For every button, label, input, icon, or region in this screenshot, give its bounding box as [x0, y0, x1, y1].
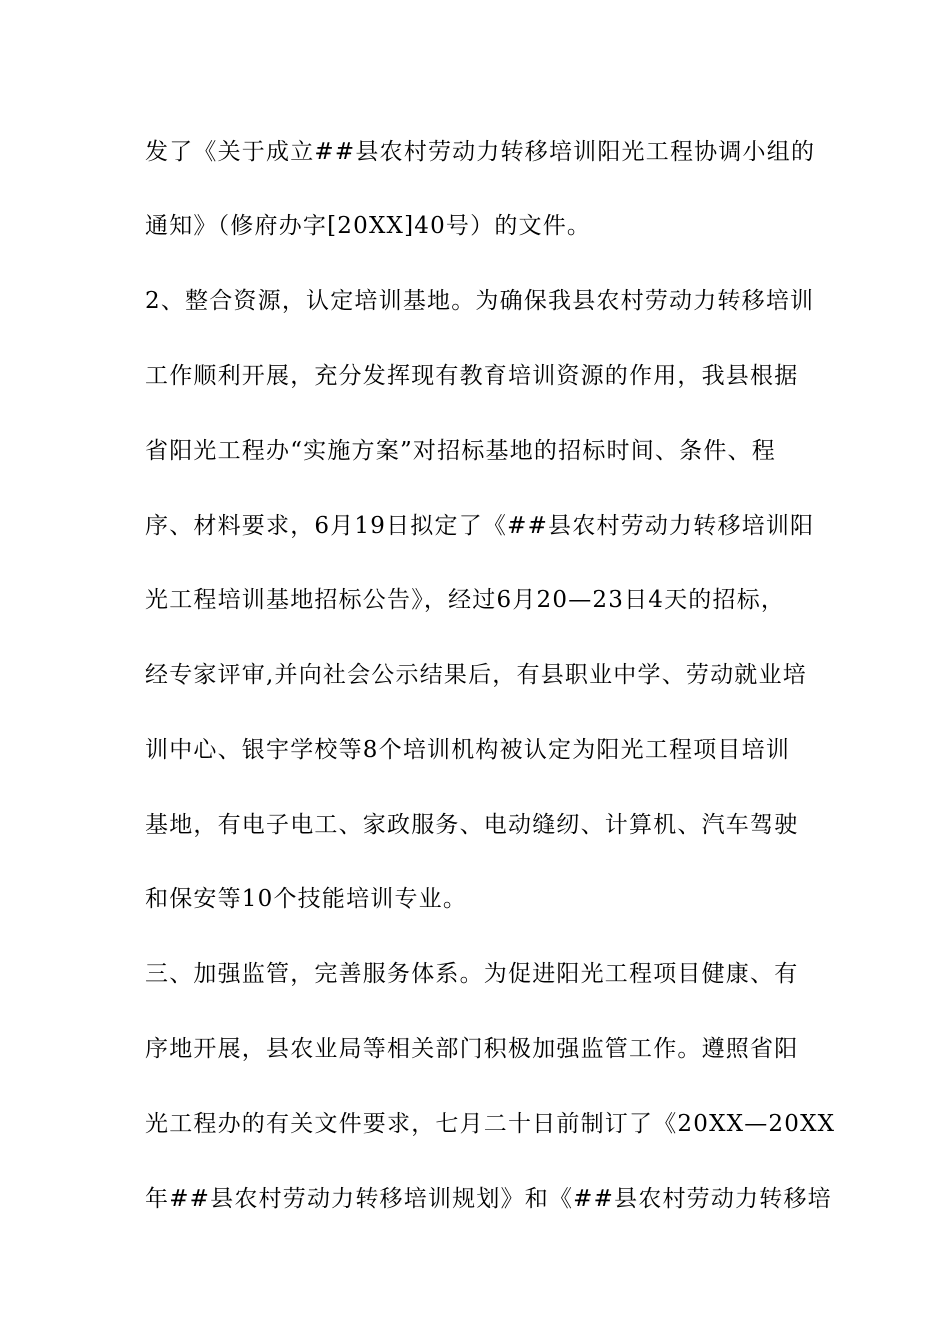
text-line: 三、加强监管，完善服务体系。为促进阳光工程项目健康、有	[145, 961, 799, 987]
text-line: 工作顺利开展，充分发挥现有教育培训资源的作用，我县根据	[145, 363, 799, 389]
text-line: 序地开展，县农业局等相关部门积极加强监管工作。遵照省阳	[145, 1036, 799, 1062]
text-line: 训中心、银宇学校等8个培训机构被认定为阳光工程项目培训	[145, 737, 791, 763]
text-line: 序、材料要求，6月19日拟定了《##县农村劳动力转移培训阳	[145, 513, 815, 539]
text-line: 通知》（修府办字[20XX]40号）的文件。	[145, 213, 592, 239]
text-line: 基地，有电子电工、家政服务、电动缝纫、计算机、汽车驾驶	[145, 812, 799, 838]
text-line: 2、整合资源，认定培训基地。为确保我县农村劳动力转移培训	[145, 288, 815, 314]
text-line: 和保安等10个技能培训专业。	[145, 886, 468, 912]
text-line: 经专家评审,并向社会公示结果后，有县职业中学、劳动就业培	[145, 662, 807, 688]
text-line: 光工程办的有关文件要求，七月二十日前制订了《20XX—20XX	[145, 1111, 836, 1137]
text-line: 年##县农村劳动力转移培训规划》和《##县农村劳动力转移培	[145, 1186, 832, 1212]
text-line: 光工程培训基地招标公告》，经过6月20—23日4天的招标，	[145, 587, 786, 613]
text-line: 发了《关于成立##县农村劳动力转移培训阳光工程协调小组的	[145, 139, 816, 165]
text-line: 省阳光工程办“实施方案”对招标基地的招标时间、条件、程	[145, 438, 776, 464]
